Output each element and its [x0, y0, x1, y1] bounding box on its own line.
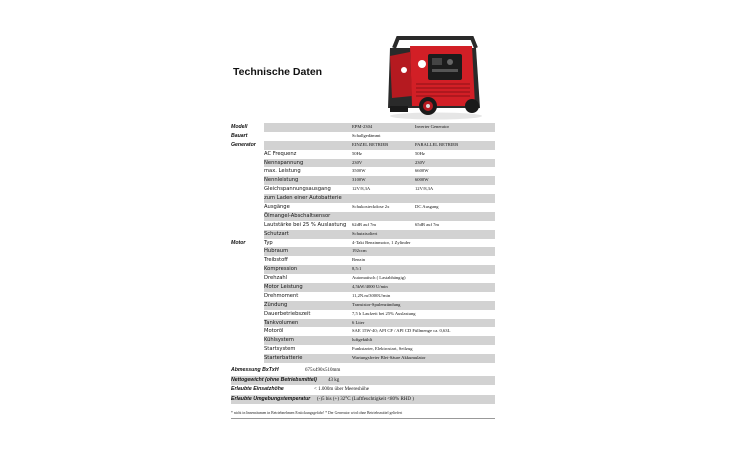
- spec-value: EINZEL BETRIEB: [352, 141, 389, 147]
- spec-value: Funkstarter, Elektrostart, Seilzug: [352, 346, 413, 352]
- spec-row: [231, 301, 495, 310]
- summary-value: < 1.000m über Meereshöhe: [314, 387, 370, 393]
- spec-label: Tankvolumen: [264, 319, 299, 326]
- spec-value: luftgekühlt: [352, 337, 373, 343]
- spec-row: [231, 247, 495, 256]
- row-band: [264, 176, 495, 185]
- spec-value: Wartungsfreier Blei-Säure Akkumulator: [352, 355, 426, 361]
- spec-value-parallel: DC Ausgang: [415, 204, 439, 210]
- section-label: Motor: [231, 239, 246, 246]
- spec-label: Kühlsystem: [264, 337, 294, 344]
- summary-row: [231, 376, 495, 386]
- spec-label: Startsystem: [264, 346, 296, 353]
- spec-row: [231, 141, 495, 150]
- spec-label: AC Frequenz: [264, 150, 297, 157]
- spec-label: Dauerbetriebszeit: [264, 310, 311, 317]
- spec-row: [231, 336, 495, 345]
- spec-row: [231, 239, 495, 248]
- spec-value: 62dB auf 7m: [352, 221, 376, 227]
- spec-value: Schukosteckdose 2x: [352, 204, 390, 210]
- spec-row: [231, 203, 495, 212]
- spec-value: 7,5 h Laufzeit bei 25% Auslastung: [352, 310, 416, 316]
- spec-value: Automatisch ( Lastabhängig): [352, 275, 406, 281]
- spec-row: [231, 327, 495, 336]
- spec-value: 50Hz: [352, 150, 362, 156]
- spec-value: 230V: [352, 159, 363, 165]
- row-band: [264, 230, 495, 239]
- spec-label: Lautstärke bei 25 % Auslastung: [264, 221, 347, 228]
- row-band: [264, 336, 495, 345]
- section-label: Modell: [231, 124, 248, 130]
- spec-row: [231, 132, 495, 141]
- spec-row: [231, 319, 495, 328]
- spec-row: [231, 159, 495, 168]
- summary-label: Erlaubte Umgebungstemperatur: [231, 395, 311, 402]
- spec-label: Drehmoment: [264, 292, 299, 299]
- spec-row: [231, 256, 495, 265]
- spec-row: [231, 345, 495, 354]
- spec-value-parallel: 50Hz: [415, 150, 425, 156]
- spec-row: [231, 230, 495, 239]
- spec-label: Ölmangel-Abschaltsensor: [264, 212, 331, 219]
- row-band: [264, 265, 495, 274]
- spec-label: Motor Leistung: [264, 284, 303, 291]
- spec-value: Schutzisoliert: [352, 230, 378, 236]
- spec-row: [231, 194, 495, 203]
- spec-row: [231, 176, 495, 185]
- spec-value-parallel: 6000W: [415, 177, 429, 183]
- spec-row: [231, 167, 495, 176]
- summary-row: [231, 385, 495, 395]
- row-band: [264, 256, 495, 265]
- spec-row: [231, 265, 495, 274]
- spec-label: Gleichspannungsausgang: [264, 186, 331, 193]
- footnote-divider: [231, 418, 495, 419]
- row-band: [264, 150, 495, 159]
- spec-row: [231, 292, 495, 301]
- page-title: Technische Daten: [233, 66, 323, 78]
- spec-label: zum Laden einer Autobatterie: [264, 195, 342, 202]
- summary-value: (-)5 bis (+) 32°C (Luftfeuchtigkeit <80% RHD ): [317, 396, 414, 402]
- spec-label: Treibstoff: [264, 257, 288, 264]
- spec-label: max. Leistung: [264, 168, 301, 175]
- spec-label: Motoröl: [264, 328, 284, 335]
- spec-label: Drehzahl: [264, 275, 288, 282]
- generator-image: [380, 34, 486, 120]
- summary-label: Abmessung BxTxH: [231, 367, 279, 373]
- spec-value-parallel: 12V/8,3A: [415, 186, 434, 192]
- spec-value-parallel: PARALLEL BETRIEB: [415, 141, 459, 147]
- spec-row: [231, 274, 495, 283]
- row-band: [264, 247, 495, 256]
- spec-value: SAE 15W-40; API CF / API CD Füllmenge ca. 0,63L: [352, 328, 451, 334]
- spec-label: Nennleistung: [264, 177, 299, 184]
- summary-value: 675x490x510mm: [305, 368, 341, 373]
- summary-value: 43 kg: [328, 377, 340, 383]
- spec-label: Schutzart: [264, 230, 289, 237]
- spec-value: 3500W: [352, 168, 366, 174]
- spec-value-parallel: 6600W: [415, 168, 429, 174]
- spec-value-parallel: 65dB auf 7m: [415, 221, 439, 227]
- spec-row: [231, 221, 495, 230]
- spec-label: Kompression: [264, 266, 298, 273]
- spec-table: [231, 123, 495, 363]
- spec-value: 12V/8,3A: [352, 186, 371, 192]
- spec-label: Nennspannung: [264, 159, 304, 166]
- spec-value: 192ccm: [352, 248, 367, 254]
- spec-value: Schallgedämmt: [352, 132, 381, 138]
- spec-label: Hubraum: [264, 248, 289, 255]
- spec-value: 3100W: [352, 177, 366, 183]
- spec-row: [231, 123, 495, 132]
- spec-value: 4-Takt Benzinmotor, 1 Zylinder: [352, 239, 411, 245]
- spec-value-parallel: 230V: [415, 159, 426, 165]
- spec-label: Starterbatterie: [264, 355, 303, 362]
- section-label: Bauart: [231, 132, 248, 139]
- spec-value: Transistor-Spulenzündung: [352, 301, 401, 307]
- spec-row: [231, 212, 495, 221]
- spec-label: Typ: [264, 239, 273, 246]
- row-band: [264, 319, 495, 328]
- summary-row: [231, 395, 495, 405]
- footnote: * nicht in Innenräumen in Betriebnehmen Erstickungsgefahr! * Der Generator wird ohne Betriebsmittel geliefert: [231, 411, 403, 415]
- spec-label: Ausgänge: [264, 204, 290, 211]
- spec-value: 11,2N.m/3000U/min: [352, 292, 391, 298]
- row-band: [264, 123, 495, 132]
- spec-value: EPM-2304: [352, 124, 373, 129]
- spec-value: Benzin: [352, 257, 366, 263]
- spec-label: Zündung: [264, 301, 288, 308]
- spec-value: 8,5:1: [352, 266, 362, 272]
- spec-row: [231, 185, 495, 194]
- spec-row: [231, 310, 495, 319]
- spec-row: [231, 354, 495, 363]
- summary-row: [231, 366, 495, 376]
- spec-row: [231, 283, 495, 292]
- spec-value-parallel: Inverter Generator: [415, 124, 450, 129]
- spec-value: 4,5kW/4000 U/min: [352, 284, 388, 290]
- summary-label: Nettogewicht (ohne Betriebsmittel): [231, 376, 317, 383]
- spec-row: [231, 150, 495, 159]
- summary-label: Erlaubte Einsatzhöhe: [231, 386, 284, 393]
- spec-value: 6 Liter: [352, 319, 365, 325]
- section-label: Generator: [231, 141, 256, 148]
